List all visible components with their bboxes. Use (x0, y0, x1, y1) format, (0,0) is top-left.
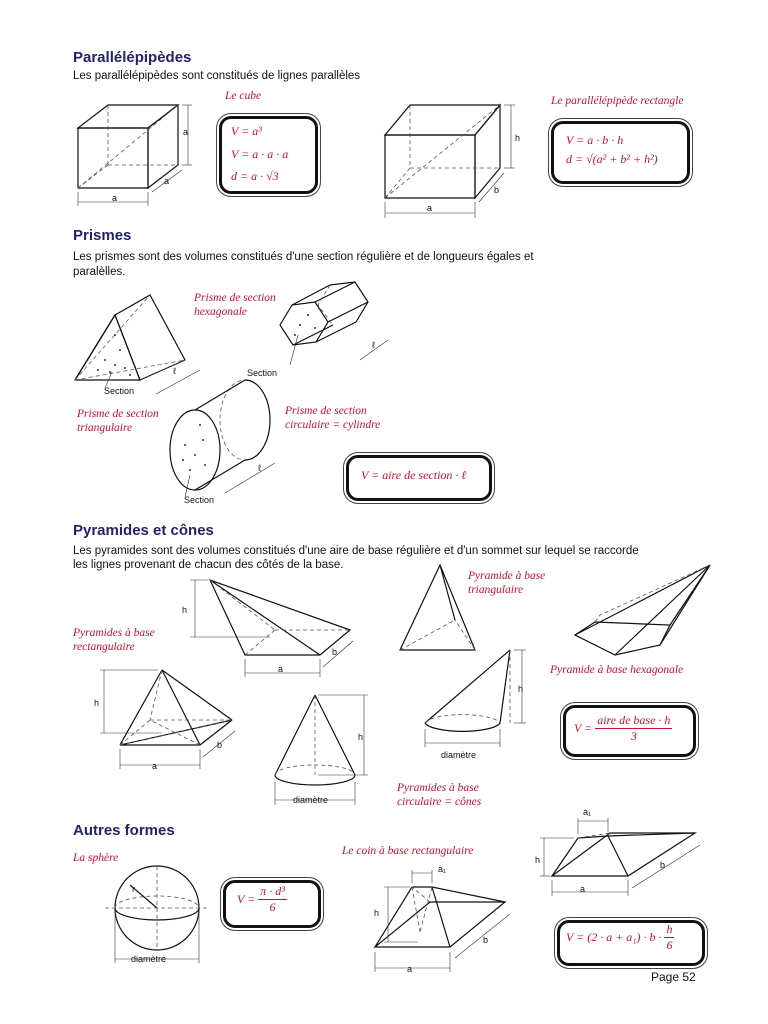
cone-diameter-label: diamètre (293, 795, 329, 805)
pyramid-formula-lhs: V = (574, 721, 593, 735)
cylinder-length-label: ℓ (258, 463, 261, 473)
wedge1-label-a: a (407, 964, 413, 974)
wedge2-label-h: h (535, 855, 541, 865)
oblique-cone-drawing (420, 645, 530, 755)
cone-caption-2: circulaire = cônes (397, 796, 482, 808)
wedge1-label-b: b (483, 935, 489, 945)
sphere-formula-num: π · d³ (260, 884, 285, 898)
rect-parallelepiped-caption: Le parallélépipède rectangle (551, 95, 684, 107)
coin-formula-lhs: V = (2 · a + a₁) · b · (566, 930, 662, 944)
wedge1-label-h: h (374, 908, 380, 918)
oblique-pyramid-label-h: h (182, 605, 188, 615)
square-pyramid-drawing (92, 665, 252, 780)
coin-formula (566, 922, 674, 953)
oblique-pyramid-label-b: b (332, 647, 338, 657)
section-title-pyramides: Pyramides et cônes (73, 522, 214, 539)
sphere-formula-lhs: V = (237, 892, 256, 906)
cube-formula-1: V = a³ (231, 124, 262, 138)
section-title-parallelepipedes: Parallélépipèdes (73, 49, 192, 66)
hex-prism-caption-2: hexagonale (194, 306, 248, 318)
parallelepiped-label-b: b (494, 185, 500, 195)
square-pyramid-label-a: a (152, 761, 158, 771)
rect-formula-1: V = a · b · h (566, 133, 624, 147)
wedge1-label-a1: a₁ (438, 864, 447, 874)
sphere-caption: La sphère (73, 852, 119, 864)
page-number: Page 52 (651, 970, 696, 984)
section-intro-pyramides-2: les lignes provenant de chacun des côtés de la base. (73, 559, 344, 571)
cone-label-h: h (358, 732, 364, 742)
section-title-prismes: Prismes (73, 227, 132, 244)
tri-pyramid-caption-2: triangulaire (468, 584, 524, 596)
cube-caption: Le cube (225, 90, 262, 102)
tri-prism-caption-2: triangulaire (77, 422, 133, 434)
hex-prism-length-label: ℓ (372, 340, 375, 350)
sphere-diameter-label: diamètre (131, 954, 167, 964)
cube-formula-3: d = a · √3 (231, 169, 279, 183)
hex-prism-caption-1: Prisme de section (194, 292, 276, 304)
pyramid-formula-num: aire de base · h (597, 713, 671, 727)
wedge-drawing-2 (530, 808, 705, 908)
wedge2-label-a: a (580, 884, 586, 894)
tri-prism-caption-1: Prisme de section (77, 408, 159, 420)
triangular-prism-section-label: Section (104, 386, 135, 396)
hexagonal-pyramid-drawing (570, 560, 720, 660)
cylinder-drawing (165, 385, 305, 505)
pyramid-formula-den: 3 (630, 729, 637, 743)
cone-drawing (270, 690, 370, 810)
hexagonal-prism-drawing (270, 280, 410, 380)
cone-caption-1: Pyramides à base (397, 782, 479, 794)
oblique-cone-label-h: h (518, 684, 524, 694)
wedge-drawing-1 (370, 862, 520, 982)
rect-pyramid-caption-1: Pyramides à base (73, 627, 155, 639)
cylinder-section-label: Section (184, 495, 215, 505)
cube-label-a-side: a (183, 127, 189, 137)
section-intro-prismes: Les prismes sont des volumes constitués d'une section régulière et de longueurs égales et paralèlles. (73, 251, 534, 278)
square-pyramid-label-b: b (217, 740, 223, 750)
oblique-pyramid-label-a: a (278, 664, 284, 674)
hex-prism-section-label: Section (247, 368, 278, 378)
rect-formula-2: d = √(a² + b² + h²) (566, 152, 658, 166)
cube-label-a-bottom: a (112, 193, 118, 203)
coin-formula-num: h (666, 922, 673, 936)
pyramid-formula (574, 713, 672, 744)
coin-formula-den: 6 (666, 938, 673, 952)
triangular-prism-length-label: ℓ (173, 366, 176, 376)
rect-pyramid-caption-2: rectangulaire (73, 641, 135, 653)
cube-formula-2: V = a · a · a (231, 147, 289, 161)
section-intro-parallelepipedes: Les parallélépipèdes sont constitués de lignes parallèles (73, 70, 361, 82)
cube-drawing (70, 100, 210, 215)
square-pyramid-label-h: h (94, 698, 100, 708)
tri-pyramid-caption-1: Pyramide à base (468, 570, 546, 582)
section-title-autres: Autres formes (73, 822, 175, 839)
prism-formula: V = aire de section · ℓ (361, 468, 467, 482)
wedge2-label-b: b (660, 860, 666, 870)
cyl-prism-caption-1: Prisme de section (285, 405, 367, 417)
sphere-formula-den: 6 (269, 900, 276, 914)
wedge2-label-a1: a₁ (583, 807, 592, 817)
parallelepiped-label-a: a (427, 203, 433, 213)
oblique-cone-diameter-label: diamètre (441, 750, 477, 760)
coin-caption: Le coin à base rectangulaire (342, 845, 474, 857)
cube-label-a-depth: a (164, 176, 170, 186)
parallelepiped-drawing (375, 100, 535, 220)
parallelepiped-label-h: h (515, 133, 521, 143)
cyl-prism-caption-2: circulaire = cylindre (285, 419, 381, 431)
hex-pyramid-caption: Pyramide à base hexagonale (550, 664, 684, 676)
sphere-formula (237, 884, 287, 915)
sphere-label-r: r (132, 884, 135, 894)
section-intro-pyramides-1: Les pyramides sont des volumes constitués d'une aire de base régulière et d'un sommet sur lequel se raccorde (73, 545, 639, 557)
